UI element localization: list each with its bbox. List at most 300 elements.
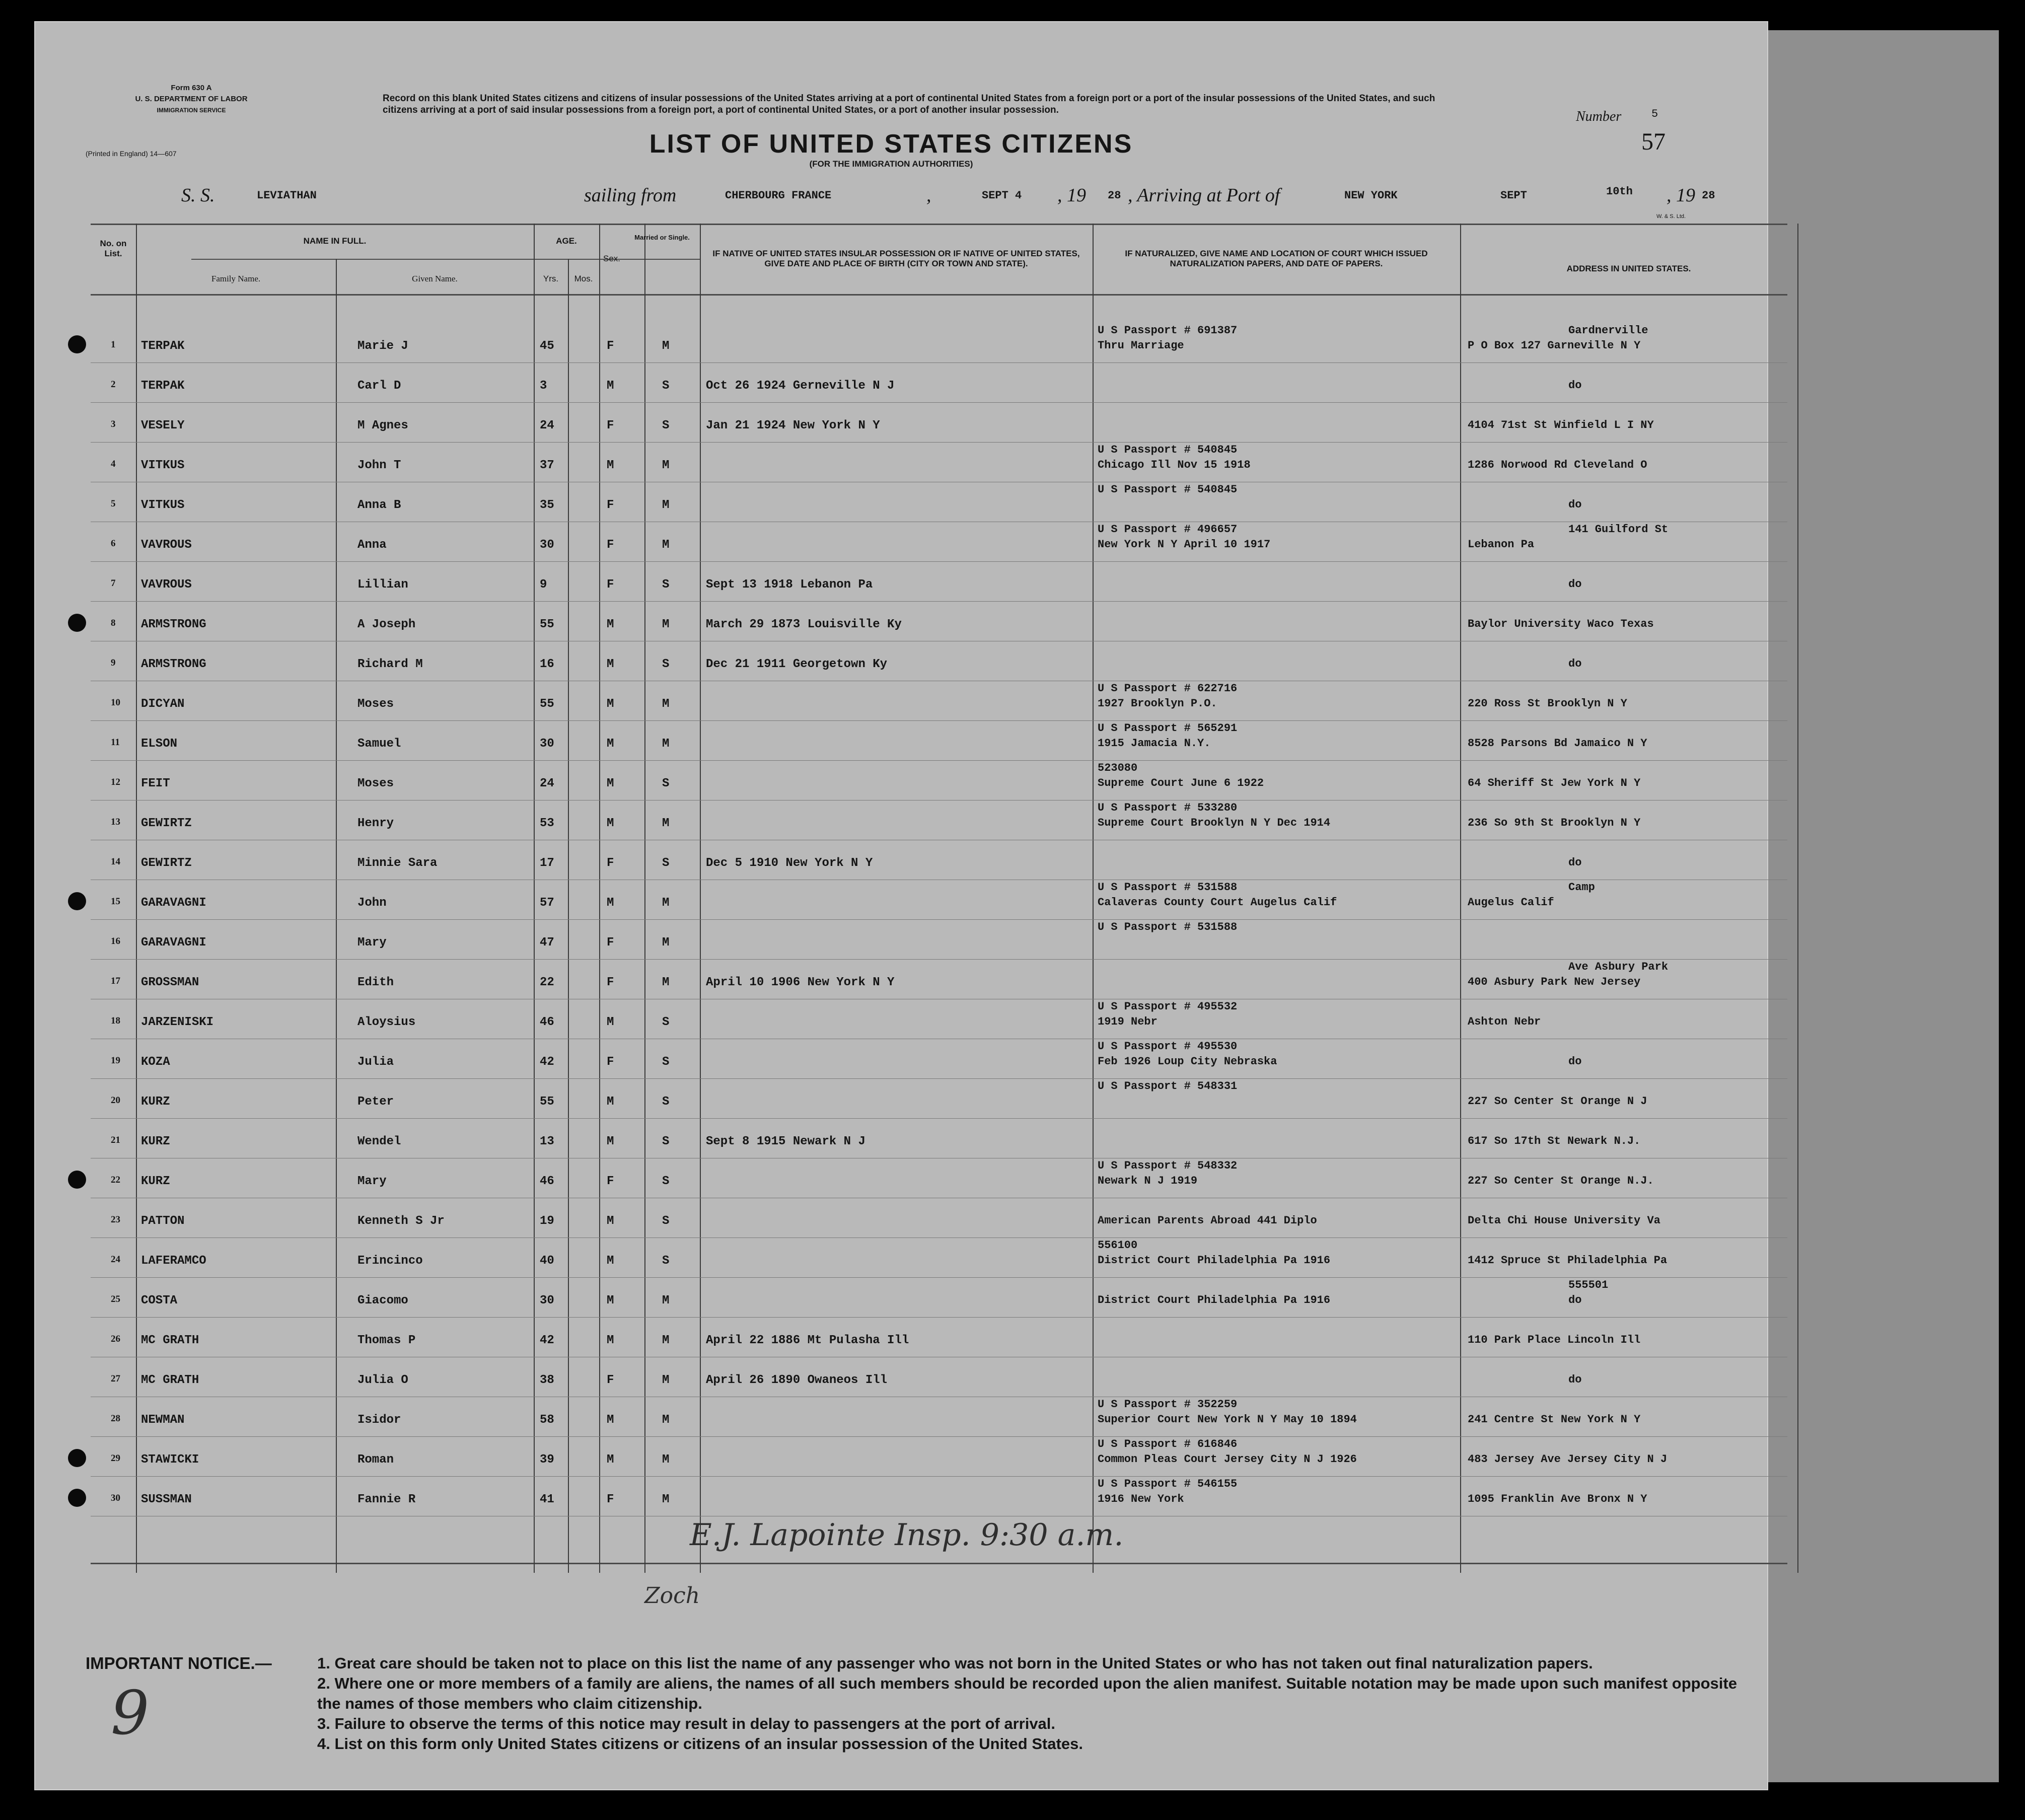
cell-family: VESELY: [141, 419, 185, 432]
cell-ms: M: [662, 1334, 670, 1347]
cell-family: MC GRATH: [141, 1373, 199, 1387]
cell-addr2: 1286 Norwood Rd Cleveland O: [1468, 459, 1647, 471]
cell-sex: F: [607, 339, 614, 353]
cell-no: 1: [111, 339, 116, 350]
cell-nat2: Superior Court New York N Y May 10 1894: [1098, 1413, 1357, 1426]
cell-nat2: Feb 1926 Loup City Nebraska: [1098, 1055, 1277, 1068]
inspector-signature: E.J. Lapointe Insp. 9:30 a.m.: [690, 1517, 1124, 1553]
row-rule: [91, 1277, 1787, 1278]
cell-sex: F: [607, 1373, 614, 1387]
cell-age: 30: [540, 737, 554, 751]
row-rule: [91, 1436, 1787, 1437]
cell-family: NEWMAN: [141, 1413, 185, 1427]
cell-addr2: do: [1568, 1294, 1582, 1306]
cell-age: 46: [540, 1175, 554, 1188]
cell-addr2: 227 So Center St Orange N J: [1468, 1095, 1647, 1108]
cell-given: Wendel: [357, 1135, 401, 1148]
header-mos: Mos.: [574, 274, 593, 283]
cell-nat2: New York N Y April 10 1917: [1098, 538, 1271, 551]
cell-sex: M: [607, 1095, 614, 1109]
number-value: 5: [1651, 108, 1658, 120]
cell-addr2: do: [1568, 379, 1582, 392]
cell-nat2: Common Pleas Court Jersey City N J 1926: [1098, 1453, 1357, 1466]
cell-given: Giacomo: [357, 1294, 408, 1307]
cell-no: 10: [111, 697, 120, 708]
cell-family: GARAVAGNI: [141, 936, 206, 950]
notice-title: IMPORTANT NOTICE.—: [86, 1654, 272, 1672]
departure-year: 28: [1108, 189, 1121, 202]
cell-addr2: 236 So 9th St Brooklyn N Y: [1468, 817, 1641, 829]
cell-given: Henry: [357, 817, 394, 830]
cell-no: 9: [111, 658, 116, 668]
cell-age: 30: [540, 538, 554, 552]
cell-sex: M: [607, 697, 614, 711]
cell-sex: M: [607, 737, 614, 751]
cell-age: 42: [540, 1055, 554, 1069]
cell-family: COSTA: [141, 1294, 178, 1307]
cell-nat2: Chicago Ill Nov 15 1918: [1098, 459, 1251, 471]
cell-ms: M: [662, 697, 670, 711]
cell-ms: S: [662, 856, 670, 870]
cell-no: 2: [111, 379, 116, 390]
cell-nat1: U S Passport # 495532: [1098, 1000, 1238, 1013]
cell-ms: M: [662, 618, 670, 631]
form-number: Form 630 A: [171, 84, 212, 92]
cell-addr2: 8528 Parsons Bd Jamaico N Y: [1468, 737, 1647, 750]
cell-age: 17: [540, 856, 554, 870]
cell-addr2: Ashton Nebr: [1468, 1015, 1541, 1028]
arrival-year: 28: [1702, 189, 1715, 202]
cell-nat1: U S Passport # 691387: [1098, 324, 1238, 337]
cell-addr1: 141 Guilford St: [1568, 523, 1669, 536]
row-rule: [91, 720, 1787, 721]
cell-sex: F: [607, 976, 614, 989]
cell-given: Roman: [357, 1453, 394, 1467]
cell-addr2: do: [1568, 1055, 1582, 1068]
cell-no: 12: [111, 777, 120, 787]
cell-ms: S: [662, 1135, 670, 1148]
header-name: NAME IN FULL.: [303, 236, 367, 246]
cell-no: 8: [111, 618, 116, 628]
cell-no: 21: [111, 1135, 120, 1145]
voyage-line: S. S. LEVIATHAN sailing from CHERBOURG FRANCE , SEPT 4 , 19 28 , Arriving at Port of NEW YORK SEPT 10th , 19 28: [181, 185, 1715, 206]
cell-family: KOZA: [141, 1055, 170, 1069]
ss-label: S. S.: [181, 185, 215, 206]
cell-ms: S: [662, 777, 670, 790]
cell-given: Marie J: [357, 339, 408, 353]
cell-age: 30: [540, 1294, 554, 1307]
cell-no: 13: [111, 817, 120, 827]
cell-addr2: 4104 71st St Winfield L I NY: [1468, 419, 1654, 431]
cell-sex: M: [607, 1413, 614, 1427]
row-rule: [91, 1317, 1787, 1318]
sailing-label: sailing from: [584, 185, 677, 206]
cell-ms: S: [662, 1214, 670, 1228]
cell-addr2: do: [1568, 658, 1582, 670]
cell-ms: S: [662, 1175, 670, 1188]
cell-given: Isidor: [357, 1413, 401, 1427]
cell-addr2: do: [1568, 856, 1582, 869]
cell-nat2: 1915 Jamacia N.Y.: [1098, 737, 1211, 750]
cell-given: Anna B: [357, 498, 401, 512]
cell-birth: March 29 1873 Louisville Ky: [706, 618, 902, 631]
cell-no: 3: [111, 419, 116, 429]
cell-no: 17: [111, 976, 120, 986]
cell-no: 16: [111, 936, 120, 947]
binder-hole: [68, 614, 86, 632]
cell-addr1: Gardnerville: [1568, 324, 1648, 337]
row-rule: [91, 959, 1787, 960]
header-no: No. on List.: [100, 239, 127, 258]
departure-year-label: , 19: [1057, 185, 1086, 206]
cell-sex: M: [607, 1135, 614, 1148]
cell-age: 55: [540, 697, 554, 711]
cell-no: 14: [111, 856, 120, 867]
cell-nat2: Supreme Court Brooklyn N Y Dec 1914: [1098, 817, 1331, 829]
cell-age: 42: [540, 1334, 554, 1347]
cell-sex: F: [607, 538, 614, 552]
record-instructions: Record on this blank United States citizens and citizens of insular possessions of the United States arriving at a port of continental United States from a foreign port or a port of the insular possessions of the United States, and such citizens arriving at a port of said insular possessions from a foreign port, a port of continental United States, or a port of another insular possession.: [383, 93, 1435, 115]
cell-addr2: 617 So 17th St Newark N.J.: [1468, 1135, 1641, 1147]
cell-addr2: do: [1568, 578, 1582, 591]
cell-nat2: 1927 Brooklyn P.O.: [1098, 697, 1217, 710]
cell-birth: Sept 8 1915 Newark N J: [706, 1135, 865, 1148]
cell-addr2: 220 Ross St Brooklyn N Y: [1468, 697, 1627, 710]
row-rule: [91, 402, 1787, 403]
cell-age: 58: [540, 1413, 554, 1427]
cell-ms: M: [662, 1413, 670, 1427]
cell-sex: M: [607, 1254, 614, 1268]
page-title: LIST OF UNITED STATES CITIZENS: [649, 129, 1133, 159]
cell-given: Samuel: [357, 737, 401, 751]
cell-given: Mary: [357, 1175, 387, 1188]
cell-no: 19: [111, 1055, 120, 1066]
cell-addr2: do: [1568, 1373, 1582, 1386]
cell-age: 45: [540, 339, 554, 353]
cell-nat2: Newark N J 1919: [1098, 1175, 1198, 1187]
cell-no: 18: [111, 1015, 120, 1026]
cell-sex: F: [607, 936, 614, 950]
cell-age: 55: [540, 618, 554, 631]
cell-sex: F: [607, 1175, 614, 1188]
cell-nat1: U S Passport # 540845: [1098, 444, 1238, 456]
row-rule: [91, 362, 1787, 363]
cell-family: GROSSMAN: [141, 976, 199, 989]
cell-family: ARMSTRONG: [141, 658, 206, 671]
cell-birth: April 26 1890 Owaneos Ill: [706, 1373, 888, 1387]
cell-family: KURZ: [141, 1135, 170, 1148]
cell-given: Julia: [357, 1055, 394, 1069]
page-subtitle: (FOR THE IMMIGRATION AUTHORITIES): [809, 159, 973, 169]
passenger-table: [91, 224, 1787, 1573]
cell-given: Richard M: [357, 658, 423, 671]
cell-given: Kenneth S Jr: [357, 1214, 445, 1228]
cell-no: 30: [111, 1493, 120, 1503]
cell-addr2: Delta Chi House University Va: [1468, 1214, 1660, 1227]
cell-sex: M: [607, 817, 614, 830]
arrival-year-label: , 19: [1667, 185, 1695, 206]
cell-ms: M: [662, 976, 670, 989]
cell-addr2: 483 Jersey Ave Jersey City N J: [1468, 1453, 1668, 1466]
cell-sex: F: [607, 498, 614, 512]
header-address: ADDRESS IN UNITED STATES.: [1566, 264, 1691, 273]
cell-addr2: 1095 Franklin Ave Bronx N Y: [1468, 1493, 1647, 1505]
cell-ms: S: [662, 379, 670, 393]
cell-age: 37: [540, 459, 554, 472]
binder-hole: [68, 335, 86, 353]
cell-sex: F: [607, 419, 614, 432]
cell-given: A Joseph: [357, 618, 416, 631]
cell-family: DICYAN: [141, 697, 185, 711]
cell-age: 41: [540, 1493, 554, 1506]
cell-sex: M: [607, 777, 614, 790]
cell-age: 13: [540, 1135, 554, 1148]
cell-ms: S: [662, 1015, 670, 1029]
cell-given: Edith: [357, 976, 394, 989]
cell-no: 6: [111, 538, 116, 549]
cell-nat1: U S Passport # 540845: [1098, 483, 1238, 496]
cell-nat1: 523080: [1098, 762, 1138, 774]
arrival-day: 10th: [1606, 185, 1633, 198]
row-rule: [91, 442, 1787, 443]
cell-birth: Oct 26 1924 Gerneville N J: [706, 379, 895, 393]
number-label: Number: [1576, 109, 1622, 124]
cell-nat1: U S Passport # 546155: [1098, 1478, 1238, 1490]
cell-given: Julia O: [357, 1373, 408, 1387]
cell-given: Moses: [357, 777, 394, 790]
cell-given: Fannie R: [357, 1493, 416, 1506]
cell-sex: M: [607, 618, 614, 631]
cell-sex: M: [607, 658, 614, 671]
cell-birth: April 10 1906 New York N Y: [706, 976, 895, 989]
cell-family: VAVROUS: [141, 578, 192, 592]
cell-addr1: Camp: [1568, 881, 1595, 894]
cell-given: Aloysius: [357, 1015, 416, 1029]
cell-family: KURZ: [141, 1095, 170, 1109]
header-naturalization: IF NATURALIZED, GIVE NAME AND LOCATION OF COURT WHICH ISSUED NATURALIZATION PAPERS, AND DATE OF PAPERS.: [1125, 249, 1428, 268]
cell-sex: M: [607, 1214, 614, 1228]
cell-ms: M: [662, 1493, 670, 1506]
cell-addr2: 110 Park Place Lincoln Ill: [1468, 1334, 1641, 1346]
cell-ms: M: [662, 936, 670, 950]
cell-no: 4: [111, 459, 116, 469]
departure-date: SEPT 4: [982, 189, 1022, 202]
cell-nat1: 556100: [1098, 1239, 1138, 1252]
cell-ms: S: [662, 578, 670, 592]
binder-hole: [68, 892, 86, 910]
cell-given: Minnie Sara: [357, 856, 438, 870]
cell-nat1: U S Passport # 495530: [1098, 1040, 1238, 1053]
header-yrs: Yrs.: [543, 274, 559, 283]
header-given: Given Name.: [412, 274, 458, 283]
department-label: U. S. DEPARTMENT OF LABOR: [135, 95, 248, 103]
cell-family: GEWIRTZ: [141, 817, 192, 830]
form-header-block: [86, 83, 287, 158]
header-age: AGE.: [556, 236, 577, 246]
cell-sex: M: [607, 1334, 614, 1347]
cell-sex: F: [607, 578, 614, 592]
row-rule: [91, 760, 1787, 761]
cell-ms: M: [662, 737, 670, 751]
cell-family: VITKUS: [141, 498, 185, 512]
cell-ms: S: [662, 1254, 670, 1268]
cell-given: M Agnes: [357, 419, 408, 432]
cell-nat1: U S Passport # 352259: [1098, 1398, 1238, 1411]
cell-addr2: P O Box 127 Garneville N Y: [1468, 339, 1641, 352]
cell-nat1: U S Passport # 496657: [1098, 523, 1238, 536]
cell-sex: M: [607, 459, 614, 472]
cell-no: 26: [111, 1334, 120, 1344]
cell-ms: S: [662, 658, 670, 671]
row-rule: [91, 1237, 1787, 1238]
manifest-page: [34, 21, 1768, 1790]
cell-addr2: Baylor University Waco Texas: [1468, 618, 1654, 630]
binder-hole: [68, 1449, 86, 1467]
cell-nat2: American Parents Abroad 441 Diplo: [1098, 1214, 1317, 1227]
cell-addr2: 1412 Spruce St Philadelphia Pa: [1468, 1254, 1668, 1267]
cell-no: 27: [111, 1373, 120, 1384]
printed-label: (Printed in England) 14—607: [86, 150, 177, 158]
cell-given: Lillian: [357, 578, 408, 592]
cell-addr2: Augelus Calif: [1468, 896, 1554, 909]
cell-age: 53: [540, 817, 554, 830]
header-birth: IF NATIVE OF UNITED STATES INSULAR POSSESSION OR IF NATIVE OF UNITED STATES, GIVE DATE AND PLACE OF BIRTH (CITY OR TOWN AND STATE).: [712, 249, 1080, 268]
cell-nat1: U S Passport # 531588: [1098, 881, 1238, 894]
cell-ms: M: [662, 1453, 670, 1467]
cell-age: 38: [540, 1373, 554, 1387]
arriving-label: , Arriving at Port of: [1128, 185, 1280, 206]
printer-mark: W. & S. Ltd.: [1656, 213, 1686, 220]
cell-nat2: 1919 Nebr: [1098, 1015, 1158, 1028]
row-rule: [91, 561, 1787, 562]
cell-no: 23: [111, 1214, 120, 1225]
cell-family: TERPAK: [141, 339, 185, 353]
cell-given: John: [357, 896, 387, 910]
sheet-number: 57: [1641, 128, 1666, 155]
cell-age: 16: [540, 658, 554, 671]
cell-addr2: 400 Asbury Park New Jersey: [1468, 976, 1641, 988]
cell-nat1: U S Passport # 531588: [1098, 921, 1238, 933]
cell-family: MC GRATH: [141, 1334, 199, 1347]
cell-nat1: U S Passport # 616846: [1098, 1438, 1238, 1450]
cell-family: GARAVAGNI: [141, 896, 206, 910]
cell-family: STAWICKI: [141, 1453, 199, 1467]
cell-age: 55: [540, 1095, 554, 1109]
header-sex: Sex.: [603, 254, 621, 263]
cell-family: ARMSTRONG: [141, 618, 206, 631]
cell-sex: M: [607, 1453, 614, 1467]
cell-addr1: Ave Asbury Park: [1568, 961, 1669, 973]
cell-given: Moses: [357, 697, 394, 711]
cell-given: Erincinco: [357, 1254, 423, 1268]
cell-ms: M: [662, 817, 670, 830]
arrival-port: NEW YORK: [1344, 189, 1398, 202]
cell-family: SUSSMAN: [141, 1493, 192, 1506]
cell-age: 9: [540, 578, 547, 592]
notice-items: [317, 1653, 1757, 1754]
cell-age: 57: [540, 896, 554, 910]
cell-ms: M: [662, 339, 670, 353]
cell-given: Carl D: [357, 379, 401, 393]
cell-family: PATTON: [141, 1214, 185, 1228]
cell-nat2: 1916 New York: [1098, 1493, 1184, 1505]
departure-port: CHERBOURG FRANCE: [725, 189, 832, 202]
cell-family: JARZENISKI: [141, 1015, 214, 1029]
cell-given: John T: [357, 459, 401, 472]
row-rule: [91, 1078, 1787, 1079]
header-family: Family Name.: [211, 274, 261, 283]
cell-family: VITKUS: [141, 459, 185, 472]
cell-ms: S: [662, 1095, 670, 1109]
cell-no: 24: [111, 1254, 120, 1265]
binder-hole: [68, 1489, 86, 1507]
cell-no: 7: [111, 578, 116, 589]
cell-ms: S: [662, 419, 670, 432]
cell-nat1: U S Passport # 622716: [1098, 682, 1238, 695]
cell-ms: M: [662, 1373, 670, 1387]
cell-nat2: Supreme Court June 6 1922: [1098, 777, 1264, 789]
cell-no: 5: [111, 498, 116, 509]
cell-sex: M: [607, 1294, 614, 1307]
cell-family: ELSON: [141, 737, 178, 751]
cell-ms: S: [662, 1055, 670, 1069]
cell-sex: F: [607, 1493, 614, 1506]
cell-ms: M: [662, 498, 670, 512]
cell-addr2: 64 Sheriff St Jew York N Y: [1468, 777, 1641, 789]
cell-addr1: 555501: [1568, 1279, 1609, 1291]
cell-given: Thomas P: [357, 1334, 416, 1347]
ship-name: LEVIATHAN: [257, 189, 317, 202]
cell-given: Mary: [357, 936, 387, 950]
cell-birth: Sept 13 1918 Lebanon Pa: [706, 578, 873, 592]
cell-family: TERPAK: [141, 379, 185, 393]
cell-nat1: U S Passport # 548331: [1098, 1080, 1238, 1093]
cell-addr2: 227 So Center St Orange N.J.: [1468, 1175, 1654, 1187]
cell-no: 20: [111, 1095, 120, 1106]
cell-age: 24: [540, 419, 554, 432]
arrival-date: SEPT: [1500, 189, 1527, 202]
cell-age: 35: [540, 498, 554, 512]
cell-given: Peter: [357, 1095, 394, 1109]
cell-nat2: Thru Marriage: [1098, 339, 1184, 352]
cell-age: 39: [540, 1453, 554, 1467]
cell-sex: F: [607, 1055, 614, 1069]
cell-sex: M: [607, 379, 614, 393]
cell-nat1: U S Passport # 533280: [1098, 802, 1238, 814]
header-married: Married or Single.: [634, 234, 690, 241]
notice-item: 3. Failure to observe the terms of this notice may result in delay to passengers at the port of arrival.: [317, 1715, 1056, 1732]
row-rule: [91, 1476, 1787, 1477]
cell-ms: M: [662, 1294, 670, 1307]
cell-nat1: U S Passport # 548332: [1098, 1159, 1238, 1172]
cell-no: 11: [111, 737, 120, 748]
cell-age: 3: [540, 379, 547, 393]
cell-family: FEIT: [141, 777, 170, 790]
cell-family: LAFERAMCO: [141, 1254, 206, 1268]
row-rule: [91, 1118, 1787, 1119]
cell-addr2: do: [1568, 498, 1582, 511]
cell-no: 15: [111, 896, 120, 907]
cell-birth: Jan 21 1924 New York N Y: [706, 419, 880, 432]
cell-nat2: District Court Philadelphia Pa 1916: [1098, 1294, 1331, 1306]
cell-no: 28: [111, 1413, 120, 1424]
cell-sex: M: [607, 1015, 614, 1029]
margin-mark: 9: [111, 1679, 150, 1749]
cell-ms: M: [662, 538, 670, 552]
notice-item: 4. List on this form only United States citizens or citizens of an insular possession of the United States.: [317, 1735, 1083, 1753]
cell-ms: M: [662, 896, 670, 910]
cell-no: 25: [111, 1294, 120, 1304]
